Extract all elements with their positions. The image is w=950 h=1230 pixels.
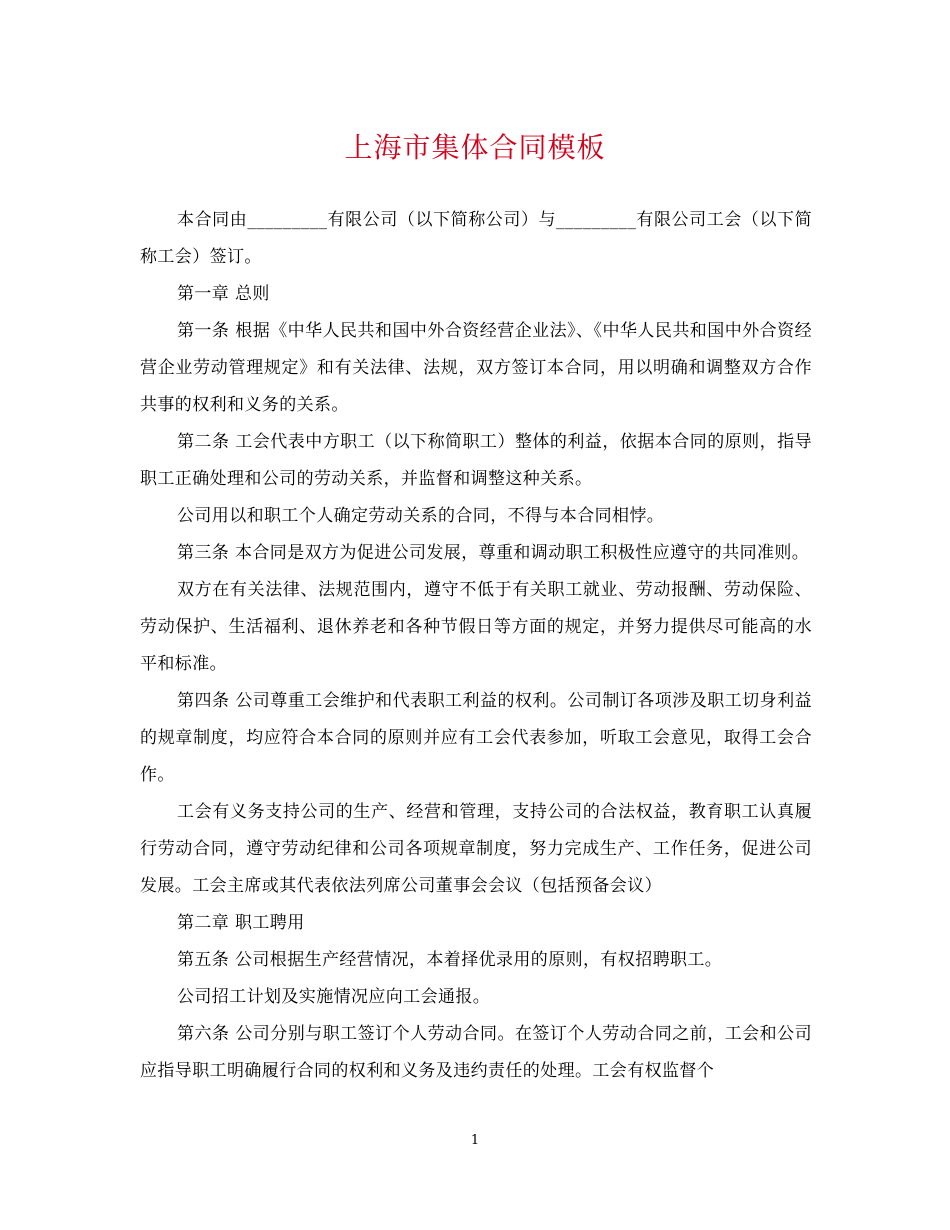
paragraph: 工会有义务支持公司的生产、经营和管理，支持公司的合法权益，教育职工认真履行劳动合同，遵守劳动纪律和公司各项规章制度，努力完成生产、工作任务，促进公司发展。工会主席或其代表依法列席公司董事会会议（包括预备会议） xyxy=(140,802,812,896)
page-number: 1 xyxy=(470,1133,480,1148)
paragraph: 第五条 公司根据生产经营情况，本着择优录用的原则，有权招聘职工。 xyxy=(177,950,723,970)
document-body xyxy=(140,202,812,1090)
paragraph: 公司用以和职工个人确定劳动关系的合同，不得与本合同相悖。 xyxy=(177,506,665,526)
paragraph: 本合同由_________有限公司（以下简称公司）与_________有限公司工会（以下简称工会）签订。 xyxy=(140,210,812,267)
chapter-heading: 第二章 职工聘用 xyxy=(177,913,305,933)
paragraph: 公司招工计划及实施情况应向工会通报。 xyxy=(177,987,491,1007)
paragraph: 第一条 根据《中华人民共和国中外合资经营企业法》、《中华人民共和国中外合资经营企业劳动管理规定》和有关法律、法规，双方签订本合同，用以明确和调整双方合作共事的权利和义务的关系。 xyxy=(140,321,812,415)
paragraph: 第四条 公司尊重工会维护和代表职工利益的权利。公司制订各项涉及职工切身利益的规章制度，均应符合本合同的原则并应有工会代表参加，听取工会意见，取得工会合作。 xyxy=(140,691,812,785)
paragraph: 双方在有关法律、法规范围内，遵守不低于有关职工就业、劳动报酬、劳动保险、劳动保护、生活福利、退休养老和各种节假日等方面的规定，并努力提供尽可能高的水平和标准。 xyxy=(140,580,812,674)
paragraph: 第六条 公司分别与职工签订个人劳动合同。在签订个人劳动合同之前，工会和公司应指导职工明确履行合同的权利和义务及违约责任的处理。工会有权监督个 xyxy=(140,1024,812,1081)
paragraph: 第二条 工会代表中方职工（以下称简职工）整体的利益，依据本合同的原则，指导职工正确处理和公司的劳动关系，并监督和调整这种关系。 xyxy=(140,432,812,489)
chapter-heading: 第一章 总则 xyxy=(177,284,270,304)
paragraph: 第三条 本合同是双方为促进公司发展，尊重和调动职工积极性应遵守的共同准则。 xyxy=(177,543,810,563)
document-title: 上海市集体合同模板 xyxy=(344,131,606,164)
